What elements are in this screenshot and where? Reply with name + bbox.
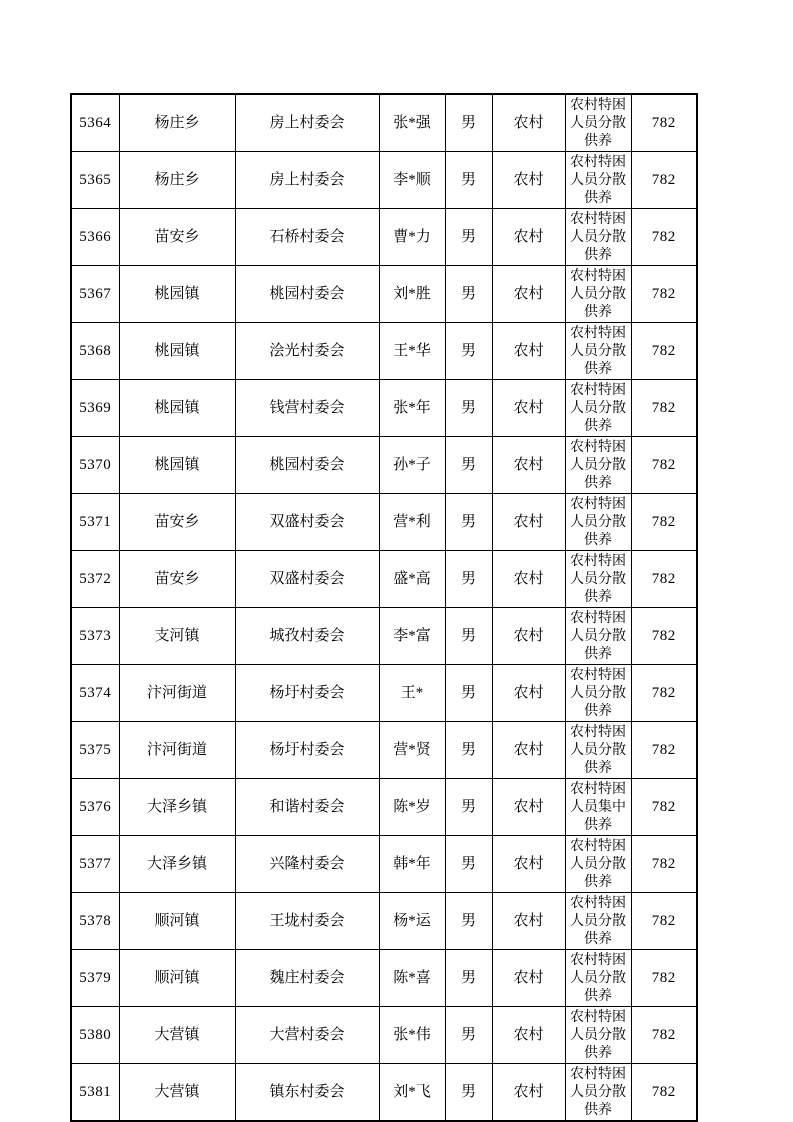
cell-gender: 男 [445, 209, 492, 266]
cell-support-category: 农村特困人员集中供养 [565, 779, 631, 836]
cell-amount: 782 [631, 779, 697, 836]
cell-village: 浍光村委会 [235, 323, 379, 380]
cell-gender: 男 [445, 152, 492, 209]
cell-gender: 男 [445, 323, 492, 380]
table-row [71, 779, 697, 836]
cell-seq: 5379 [71, 950, 119, 1007]
cell-gender: 男 [445, 266, 492, 323]
cell-area-type: 农村 [492, 323, 565, 380]
cell-amount: 782 [631, 494, 697, 551]
cell-village: 魏庄村委会 [235, 950, 379, 1007]
cell-gender: 男 [445, 779, 492, 836]
cell-village: 兴隆村委会 [235, 836, 379, 893]
cell-support-category: 农村特困人员分散供养 [565, 1064, 631, 1122]
cell-village: 桃园村委会 [235, 266, 379, 323]
cell-gender: 男 [445, 94, 492, 152]
cell-support-category: 农村特困人员分散供养 [565, 494, 631, 551]
cell-amount: 782 [631, 1007, 697, 1064]
cell-support-category: 农村特困人员分散供养 [565, 437, 631, 494]
cell-support-category: 农村特困人员分散供养 [565, 722, 631, 779]
cell-village: 房上村委会 [235, 152, 379, 209]
cell-seq: 5369 [71, 380, 119, 437]
cell-amount: 782 [631, 722, 697, 779]
cell-amount: 782 [631, 266, 697, 323]
cell-area-type: 农村 [492, 380, 565, 437]
cell-village: 大营村委会 [235, 1007, 379, 1064]
cell-village: 钱营村委会 [235, 380, 379, 437]
cell-amount: 782 [631, 437, 697, 494]
cell-gender: 男 [445, 893, 492, 950]
cell-gender: 男 [445, 836, 492, 893]
cell-support-category: 农村特困人员分散供养 [565, 893, 631, 950]
cell-village: 石桥村委会 [235, 209, 379, 266]
cell-amount: 782 [631, 836, 697, 893]
cell-seq: 5370 [71, 437, 119, 494]
cell-support-category: 农村特困人员分散供养 [565, 836, 631, 893]
cell-village: 双盛村委会 [235, 494, 379, 551]
cell-person-name: 营*利 [379, 494, 445, 551]
cell-gender: 男 [445, 1007, 492, 1064]
cell-person-name: 盛*高 [379, 551, 445, 608]
cell-seq: 5375 [71, 722, 119, 779]
cell-support-category: 农村特困人员分散供养 [565, 323, 631, 380]
cell-seq: 5378 [71, 893, 119, 950]
cell-amount: 782 [631, 608, 697, 665]
cell-township: 杨庄乡 [119, 94, 235, 152]
cell-village: 杨圩村委会 [235, 722, 379, 779]
cell-area-type: 农村 [492, 152, 565, 209]
table-row [71, 152, 697, 209]
cell-township: 大泽乡镇 [119, 779, 235, 836]
cell-township: 顺河镇 [119, 950, 235, 1007]
cell-amount: 782 [631, 665, 697, 722]
cell-village: 房上村委会 [235, 94, 379, 152]
cell-seq: 5364 [71, 94, 119, 152]
cell-seq: 5371 [71, 494, 119, 551]
cell-township: 苗安乡 [119, 209, 235, 266]
subsidy-roster-table [70, 93, 698, 1122]
table-row [71, 608, 697, 665]
cell-support-category: 农村特困人员分散供养 [565, 152, 631, 209]
cell-support-category: 农村特困人员分散供养 [565, 380, 631, 437]
cell-amount: 782 [631, 551, 697, 608]
cell-amount: 782 [631, 950, 697, 1007]
table-row [71, 722, 697, 779]
cell-gender: 男 [445, 551, 492, 608]
table-row [71, 437, 697, 494]
cell-seq: 5366 [71, 209, 119, 266]
cell-seq: 5377 [71, 836, 119, 893]
cell-amount: 782 [631, 323, 697, 380]
cell-seq: 5373 [71, 608, 119, 665]
table-row [71, 266, 697, 323]
cell-township: 汴河街道 [119, 665, 235, 722]
cell-gender: 男 [445, 380, 492, 437]
cell-seq: 5372 [71, 551, 119, 608]
table-row [71, 1007, 697, 1064]
cell-person-name: 曹*力 [379, 209, 445, 266]
table-row [71, 950, 697, 1007]
cell-area-type: 农村 [492, 722, 565, 779]
cell-area-type: 农村 [492, 437, 565, 494]
cell-amount: 782 [631, 1064, 697, 1122]
cell-person-name: 营*贤 [379, 722, 445, 779]
cell-township: 苗安乡 [119, 551, 235, 608]
cell-township: 桃园镇 [119, 266, 235, 323]
cell-person-name: 王* [379, 665, 445, 722]
cell-amount: 782 [631, 380, 697, 437]
cell-person-name: 李*富 [379, 608, 445, 665]
cell-area-type: 农村 [492, 94, 565, 152]
cell-support-category: 农村特困人员分散供养 [565, 551, 631, 608]
table-row [71, 494, 697, 551]
cell-person-name: 韩*年 [379, 836, 445, 893]
cell-person-name: 刘*飞 [379, 1064, 445, 1122]
cell-village: 双盛村委会 [235, 551, 379, 608]
cell-village: 杨圩村委会 [235, 665, 379, 722]
cell-area-type: 农村 [492, 551, 565, 608]
cell-area-type: 农村 [492, 836, 565, 893]
cell-township: 顺河镇 [119, 893, 235, 950]
cell-area-type: 农村 [492, 1064, 565, 1122]
cell-area-type: 农村 [492, 779, 565, 836]
cell-township: 桃园镇 [119, 323, 235, 380]
cell-seq: 5367 [71, 266, 119, 323]
cell-support-category: 农村特困人员分散供养 [565, 665, 631, 722]
cell-person-name: 张*伟 [379, 1007, 445, 1064]
cell-area-type: 农村 [492, 1007, 565, 1064]
cell-person-name: 李*顺 [379, 152, 445, 209]
table-row [71, 323, 697, 380]
cell-township: 大营镇 [119, 1007, 235, 1064]
cell-amount: 782 [631, 94, 697, 152]
cell-area-type: 农村 [492, 893, 565, 950]
cell-seq: 5380 [71, 1007, 119, 1064]
cell-person-name: 陈*喜 [379, 950, 445, 1007]
cell-gender: 男 [445, 608, 492, 665]
cell-person-name: 孙*子 [379, 437, 445, 494]
table-row [71, 893, 697, 950]
cell-seq: 5381 [71, 1064, 119, 1122]
cell-amount: 782 [631, 209, 697, 266]
cell-gender: 男 [445, 437, 492, 494]
table-row [71, 551, 697, 608]
cell-township: 杨庄乡 [119, 152, 235, 209]
cell-support-category: 农村特困人员分散供养 [565, 94, 631, 152]
cell-township: 苗安乡 [119, 494, 235, 551]
cell-support-category: 农村特困人员分散供养 [565, 1007, 631, 1064]
cell-village: 王垅村委会 [235, 893, 379, 950]
cell-township: 桃园镇 [119, 437, 235, 494]
table-row [71, 209, 697, 266]
cell-amount: 782 [631, 893, 697, 950]
cell-gender: 男 [445, 665, 492, 722]
cell-support-category: 农村特困人员分散供养 [565, 266, 631, 323]
cell-area-type: 农村 [492, 266, 565, 323]
cell-gender: 男 [445, 950, 492, 1007]
cell-person-name: 刘*胜 [379, 266, 445, 323]
cell-person-name: 张*年 [379, 380, 445, 437]
cell-gender: 男 [445, 722, 492, 779]
cell-township: 桃园镇 [119, 380, 235, 437]
table-row [71, 380, 697, 437]
cell-area-type: 农村 [492, 494, 565, 551]
cell-seq: 5376 [71, 779, 119, 836]
table-row [71, 665, 697, 722]
cell-support-category: 农村特困人员分散供养 [565, 209, 631, 266]
table-row [71, 94, 697, 152]
table-row [71, 836, 697, 893]
cell-person-name: 张*强 [379, 94, 445, 152]
cell-person-name: 陈*岁 [379, 779, 445, 836]
cell-person-name: 杨*运 [379, 893, 445, 950]
table-row [71, 1064, 697, 1122]
cell-seq: 5368 [71, 323, 119, 380]
cell-township: 大营镇 [119, 1064, 235, 1122]
cell-seq: 5374 [71, 665, 119, 722]
cell-gender: 男 [445, 494, 492, 551]
cell-township: 支河镇 [119, 608, 235, 665]
cell-support-category: 农村特困人员分散供养 [565, 950, 631, 1007]
cell-area-type: 农村 [492, 608, 565, 665]
cell-gender: 男 [445, 1064, 492, 1122]
cell-person-name: 王*华 [379, 323, 445, 380]
cell-village: 镇东村委会 [235, 1064, 379, 1122]
cell-village: 和谐村委会 [235, 779, 379, 836]
cell-area-type: 农村 [492, 950, 565, 1007]
cell-township: 汴河街道 [119, 722, 235, 779]
cell-township: 大泽乡镇 [119, 836, 235, 893]
cell-seq: 5365 [71, 152, 119, 209]
cell-area-type: 农村 [492, 665, 565, 722]
cell-support-category: 农村特困人员分散供养 [565, 608, 631, 665]
cell-amount: 782 [631, 152, 697, 209]
cell-area-type: 农村 [492, 209, 565, 266]
cell-village: 城孜村委会 [235, 608, 379, 665]
cell-village: 桃园村委会 [235, 437, 379, 494]
